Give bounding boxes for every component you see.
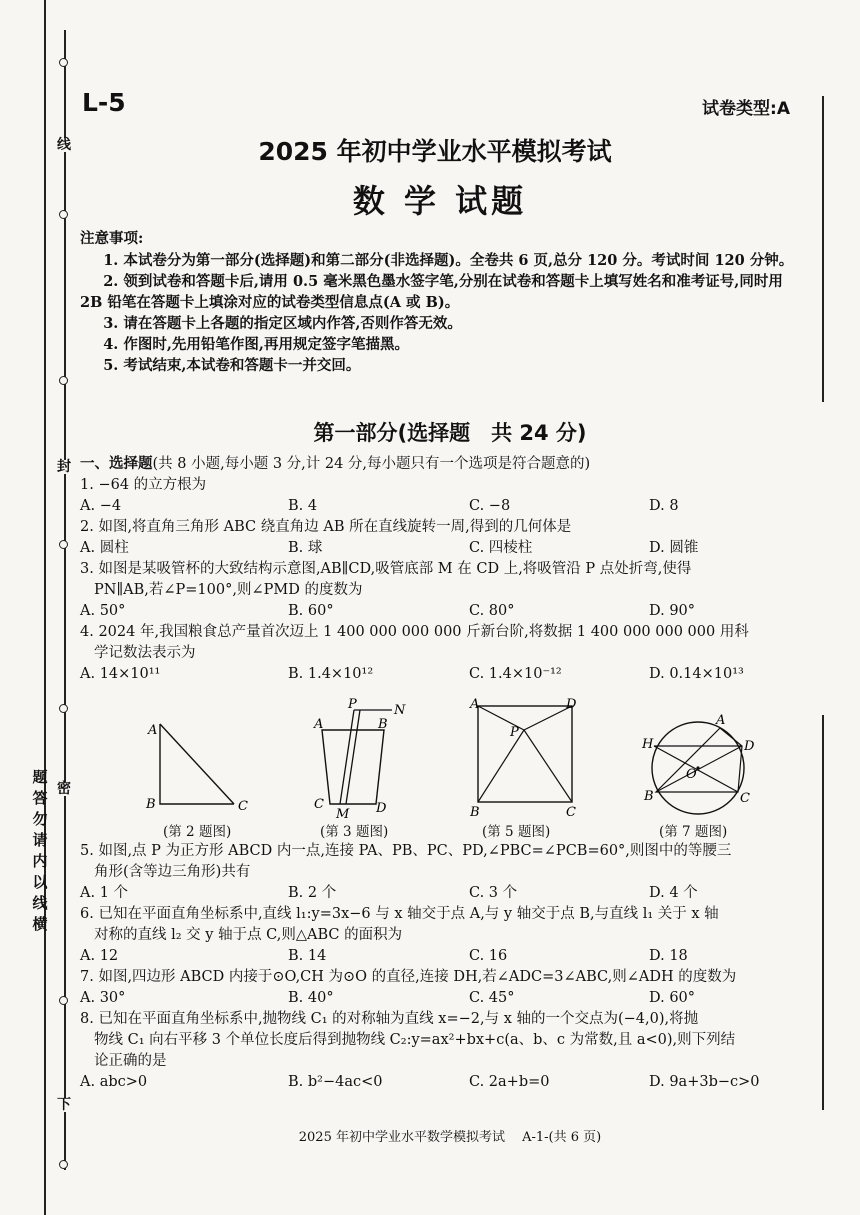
fig5-label: C — [566, 805, 576, 820]
fig3-straw — [340, 710, 354, 804]
option-b: B. 40° — [288, 990, 334, 1006]
warning-char: 以 — [32, 873, 48, 891]
question-1-options — [80, 496, 800, 517]
fig7-label: H — [642, 737, 654, 752]
question-8-stem: 8. 已知在平面直角坐标系中,抛物线 C₁ 的对称轴为直线 x=−2,与 x 轴的一个交点为(−4,0),将抛 — [80, 1011, 699, 1027]
figure-5-caption: (第 5 题图) — [482, 824, 551, 840]
fig2-hypotenuse — [160, 724, 234, 804]
option-b: B. 1.4×10¹² — [288, 666, 374, 682]
fig3-straw — [346, 710, 360, 804]
question-5-stem-cont: 角形(含等边三角形)共有 — [94, 864, 251, 880]
fig5-label: B — [470, 805, 480, 820]
question-4-stem: 4. 2024 年,我国粮食总产量首次迈上 1 400 000 000 000 斤新台阶,将数据 1 400 000 000 000 用科 — [80, 624, 749, 640]
question-6-stem-cont: 对称的直线 l₂ 交 y 轴于点 C,则△ABC 的面积为 — [94, 927, 403, 943]
binding-hole — [59, 996, 68, 1005]
questions-top — [80, 453, 800, 685]
fig7-label: C — [740, 791, 750, 806]
paper-type: 试卷类型:A — [702, 99, 790, 119]
fig3-label: B — [378, 717, 388, 732]
option-a: A. 50° — [80, 603, 126, 619]
section-label: 一、选择题 — [80, 455, 153, 472]
option-d: D. 0.14×10¹³ — [649, 666, 744, 682]
notes-heading: 注意事项: — [80, 230, 144, 247]
question-6-options — [80, 946, 800, 967]
question-2-options — [80, 538, 800, 559]
binding-char-secret: 密 — [57, 781, 71, 797]
question-2-stem: 2. 如图,将直角三角形 ABC 绕直角边 AB 所在直线旋转一周,得到的几何体是 — [80, 519, 572, 535]
option-d: D. 9a+3b−c>0 — [649, 1074, 760, 1090]
figure-3-caption: (第 3 题图) — [320, 824, 389, 840]
part1-title: 第一部分(选择题 共 24 分) — [313, 421, 587, 445]
option-b: B. 球 — [288, 540, 323, 556]
binding-warning — [30, 770, 50, 938]
notes-item: 2. 领到试卷和答题卡后,请用 0.5 毫米黑色墨水签字笔,分别在试卷和答题卡上填写姓名和准考证号,同时用 2B 铅笔在答题卡上填涂对应的试卷类型信息点(A 或 B)。 — [80, 273, 783, 311]
fig7-label: A — [716, 713, 726, 728]
option-c: C. 3 个 — [469, 885, 518, 901]
figure-2 — [146, 718, 260, 818]
question-3-stem-cont: PN∥AB,若∠P=100°,则∠PMD 的度数为 — [94, 582, 363, 598]
question-3-options — [80, 601, 800, 622]
fig3-label: P — [348, 697, 357, 712]
fig5-label: A — [470, 697, 480, 712]
option-c: C. −8 — [469, 498, 511, 514]
page-footer: 2025 年初中学业水平数学模拟考试 A-1-(共 6 页) — [298, 1130, 602, 1145]
option-b: B. 2 个 — [288, 885, 337, 901]
binding-hole — [59, 376, 68, 385]
option-c: C. 四棱柱 — [469, 540, 533, 556]
figure-2-caption: (第 2 题图) — [163, 824, 232, 840]
figure-7 — [638, 712, 768, 822]
fig2-label: C — [238, 799, 248, 814]
fig2-label: B — [146, 797, 156, 812]
option-d: D. 圆锥 — [649, 540, 699, 556]
option-a: A. abc>0 — [80, 1074, 148, 1090]
option-d: D. 90° — [649, 603, 696, 619]
question-6-stem: 6. 已知在平面直角坐标系中,直线 l₁:y=3x−6 与 x 轴交于点 A,与 y 轴交于点 B,与直线 l₁ 关于 x 轴 — [80, 906, 719, 922]
fig5-segment — [524, 730, 572, 802]
exam-title: 2025 年初中学业水平模拟考试 — [258, 137, 612, 166]
fig3-label: D — [376, 801, 387, 816]
warning-char: 横 — [32, 915, 48, 933]
warning-char: 勿 — [32, 810, 48, 828]
binding-hole — [59, 1160, 68, 1169]
fig7-label: O — [686, 767, 697, 782]
question-8-stem-cont: 物线 C₁ 向右平移 3 个单位长度后得到抛物线 C₂:y=ax²+bx+c(a、b、c 为常数,且 a<0),则下列结 — [94, 1032, 736, 1048]
option-d: D. 4 个 — [649, 885, 698, 901]
notes-item: 4. 作图时,先用铅笔作图,再用规定签字笔描黑。 — [103, 336, 409, 353]
question-4-stem-cont: 学记数法表示为 — [94, 645, 196, 661]
fig3-cup — [322, 730, 384, 804]
binding-char-seal: 封 — [57, 459, 71, 475]
figure-3 — [310, 697, 420, 822]
fig3-label: C — [314, 797, 324, 812]
binding-char-down: 下 — [57, 1097, 71, 1113]
option-b: B. 4 — [288, 498, 318, 514]
figure-5 — [466, 697, 586, 820]
question-7-stem: 7. 如图,四边形 ABCD 内接于⊙O,CH 为⊙O 的直径,连接 DH,若∠ADC=3∠ABC,则∠ADH 的度数为 — [80, 969, 737, 985]
question-5-stem: 5. 如图,点 P 为正方形 ABCD 内一点,连接 PA、PB、PC、PD,∠PBC=∠PCB=60°,则图中的等腰三 — [80, 843, 732, 859]
fig5-label: P — [510, 725, 519, 740]
option-b: B. b²−4ac<0 — [288, 1074, 383, 1090]
fig7-quadrilateral — [656, 728, 742, 792]
notes-item: 3. 请在答题卡上各题的指定区域内作答,否则作答无效。 — [103, 315, 462, 332]
fig3-label: M — [336, 807, 350, 822]
question-1-stem: 1. −64 的立方根为 — [80, 477, 207, 493]
binding-hole — [59, 58, 68, 67]
fig7-diagonal — [656, 746, 742, 792]
option-c: C. 80° — [469, 603, 515, 619]
option-c: C. 1.4×10⁻¹² — [469, 666, 562, 682]
option-a: A. 30° — [80, 990, 126, 1006]
warning-char: 内 — [32, 852, 48, 870]
option-a: A. 1 个 — [80, 885, 129, 901]
notes-item: 1. 本试卷分为第一部分(选择题)和第二部分(非选择题)。全卷共 6 页,总分 120 分。考试时间 120 分钟。 — [103, 252, 794, 269]
section-heading — [80, 453, 800, 475]
fig5-segment — [524, 706, 572, 730]
option-c: C. 2a+b=0 — [469, 1074, 550, 1090]
option-a: A. 12 — [80, 948, 119, 964]
option-c: C. 45° — [469, 990, 515, 1006]
fig3-label: N — [394, 703, 406, 718]
option-d: D. 8 — [649, 498, 679, 514]
question-5-options — [80, 883, 800, 904]
figure-7-caption: (第 7 题图) — [659, 824, 728, 840]
notes-section — [80, 228, 800, 376]
question-8-stem-cont: 论正确的是 — [94, 1053, 167, 1069]
option-d: D. 60° — [649, 990, 696, 1006]
warning-char: 答 — [32, 789, 48, 807]
subject-title: 数 学 试题 — [352, 182, 528, 220]
page-edge-line — [822, 715, 824, 1110]
binding-hole — [59, 540, 68, 549]
notes-item: 5. 考试结束,本试卷和答题卡一并交回。 — [103, 357, 361, 374]
fig5-segment — [478, 730, 524, 802]
fig2-label: A — [148, 723, 158, 738]
question-4-options — [80, 664, 800, 685]
question-7-options — [80, 988, 800, 1009]
warning-char: 线 — [32, 894, 48, 912]
option-a: A. 圆柱 — [80, 540, 129, 556]
option-a: A. −4 — [80, 498, 122, 514]
option-c: C. 16 — [469, 948, 508, 964]
binding-hole — [59, 704, 68, 713]
section-instructions: (共 8 小题,每小题 3 分,计 24 分,每小题只有一个选项是符合题意的) — [152, 456, 591, 472]
fig7-label: B — [644, 789, 654, 804]
question-3-stem: 3. 如图是某吸管杯的大致结构示意图,AB∥CD,吸管底部 M 在 CD 上,将吸管沿 P 点处折弯,使得 — [80, 561, 692, 577]
questions-bottom — [80, 841, 800, 1093]
question-8-options — [80, 1072, 800, 1093]
warning-char: 请 — [32, 831, 48, 849]
binding-char-line: 线 — [57, 137, 71, 153]
option-b: B. 60° — [288, 603, 334, 619]
fig5-label: D — [566, 697, 577, 712]
paper-code: L-5 — [82, 88, 126, 117]
fig5-square — [478, 706, 572, 802]
fig3-label: A — [314, 717, 324, 732]
fig7-label: D — [744, 739, 755, 754]
option-b: B. 14 — [288, 948, 327, 964]
option-d: D. 18 — [649, 948, 688, 964]
option-a: A. 14×10¹¹ — [80, 666, 161, 682]
warning-char: 题 — [32, 768, 48, 786]
